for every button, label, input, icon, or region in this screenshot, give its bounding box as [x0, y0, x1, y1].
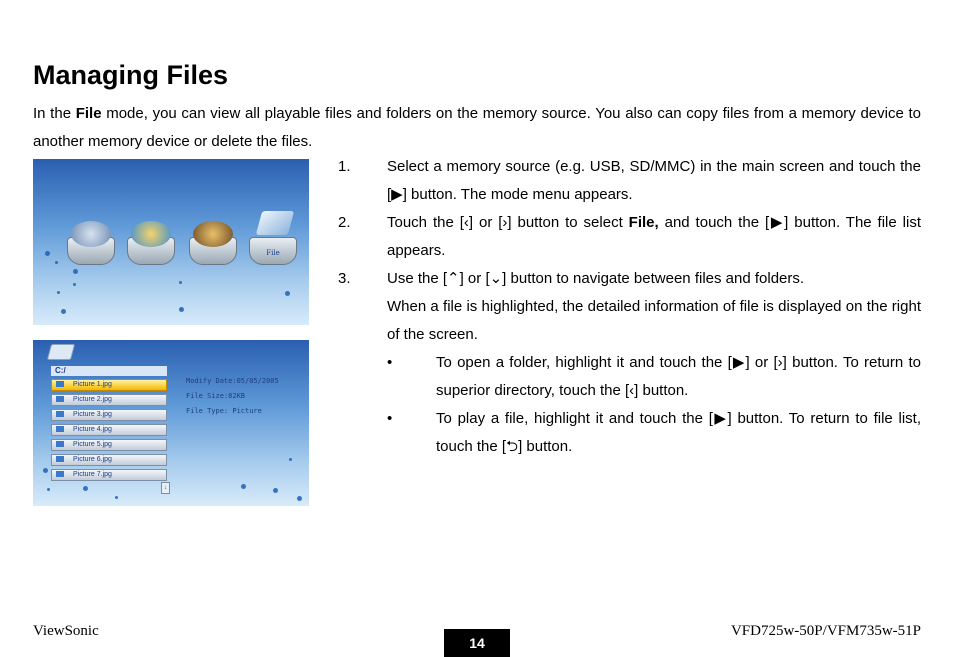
footer-brand: ViewSonic [33, 623, 99, 639]
photo-mode-icon [67, 221, 115, 265]
file-list-item[interactable] [51, 469, 167, 481]
file-list-item[interactable] [51, 424, 167, 436]
folder-icon [47, 344, 75, 360]
file-list-screenshot [33, 340, 309, 506]
image-file-icon [56, 471, 64, 477]
footer-model: VFD725w-50P/VFM735w-51P [730, 623, 921, 639]
image-file-icon [56, 411, 64, 417]
image-file-icon [56, 441, 64, 447]
file-name: Picture 7.jpg [73, 471, 112, 478]
music-mode-icon [127, 221, 175, 265]
page-number: 14 [444, 629, 510, 657]
file-list-item[interactable] [51, 439, 167, 451]
step-2: 2. Touch the [‹] or [›] button to select File, and touch the [▶] button. The file list appears. [338, 214, 921, 259]
bubble-decoration [45, 251, 50, 256]
mode-menu-screenshot [33, 159, 309, 325]
file-name: Picture 3.jpg [73, 411, 112, 418]
file-name: Picture 6.jpg [73, 456, 112, 463]
file-name: Picture 4.jpg [73, 426, 112, 433]
file-modify-date: Modify Date:05/05/2005 [186, 377, 279, 385]
file-name: Picture 2.jpg [73, 396, 112, 403]
file-mode-label: File [266, 249, 280, 257]
file-name: Picture 5.jpg [73, 441, 112, 448]
movie-mode-icon [189, 221, 237, 265]
step-3: 3. Use the [⌃] or [⌄] button to navigate between files and folders. When a file is highlighted, the detailed information of file is displayed on the right of the screen. [338, 270, 921, 343]
file-list-item[interactable] [51, 379, 167, 391]
current-path: C:/ [51, 366, 167, 376]
file-mode-icon [249, 221, 297, 265]
scroll-down-icon: ↓ [161, 482, 170, 494]
file-size: File Size:82KB [186, 392, 246, 400]
intro-paragraph: In the File mode, you can view all playable files and folders on the memory source. You also can copy files from a memory device to another memory device or delete the files. [33, 105, 921, 150]
bullet-open-folder: • To open a folder, highlight it and touch the [▶] or [›] button. To return to superior directory, touch the [‹] button. [387, 354, 921, 399]
file-list-item[interactable] [51, 409, 167, 421]
file-type: File Type: Picture [186, 407, 262, 415]
file-list-item[interactable] [51, 394, 167, 406]
image-file-icon [56, 381, 64, 387]
image-file-icon [56, 396, 64, 402]
image-file-icon [56, 456, 64, 462]
file-name: Picture 1.jpg [73, 381, 112, 388]
step-1: 1. Select a memory source (e.g. USB, SD/MMC) in the main screen and touch the [▶] button. The mode menu appears. [338, 158, 921, 203]
bullet-play-file: • To play a file, highlight it and touch the [▶] button. To return to file list, touch the [⮌] button. [387, 410, 921, 455]
instruction-steps [338, 153, 921, 461]
image-file-icon [56, 426, 64, 432]
page-title: Managing Files [33, 60, 229, 90]
file-list-item[interactable] [51, 454, 167, 466]
intro-bold-file: File [75, 105, 102, 122]
